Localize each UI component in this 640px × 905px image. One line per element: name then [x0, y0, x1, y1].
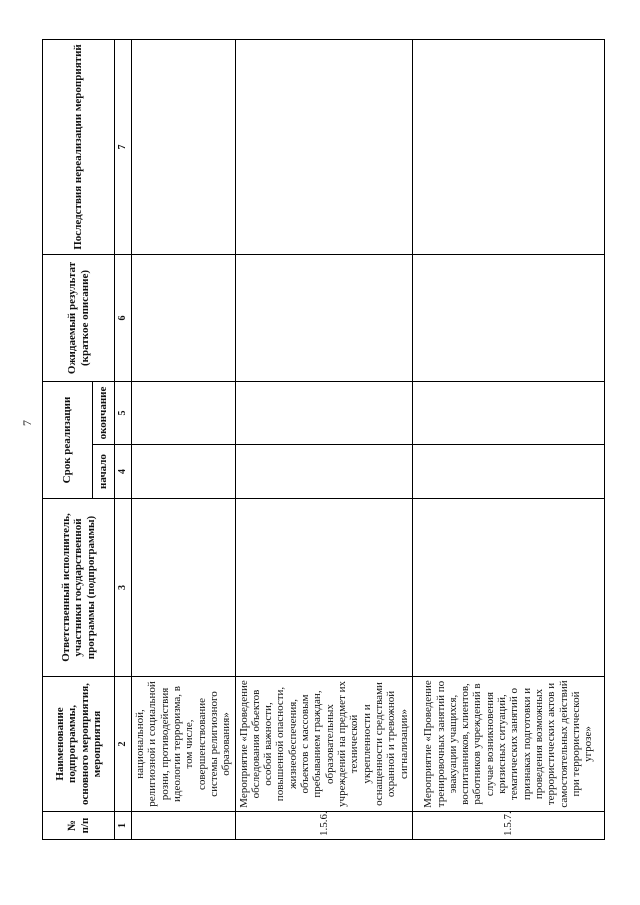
header-result: Ожидаемый результат (краткое описание) — [43, 254, 115, 381]
row-result — [132, 254, 236, 381]
row-end — [132, 381, 236, 444]
row-executor — [235, 499, 412, 677]
header-executor: Ответственный исполнитель, участники государственной программы (подпрограммы) — [43, 499, 115, 677]
row-num: 1.5.6. — [235, 812, 412, 840]
column-number: 5 — [115, 381, 132, 444]
column-number: 1 — [115, 812, 132, 840]
header-num: № п/п — [43, 812, 115, 840]
table-row — [412, 39, 604, 839]
row-name: Мероприятие «Проведение обследования объектов особой важности, повышенной опасности, жизнеобеспечения, объектов с массовым пребыванием граждан, образовательных учреждений на предмет их технической укрепленности и оснащенности средствами охранной и тревожной сигнализации» — [235, 677, 412, 812]
column-number: 7 — [115, 39, 132, 254]
column-number: 2 — [115, 677, 132, 812]
header-end: окончание — [93, 381, 115, 444]
row-result — [235, 254, 412, 381]
table-row — [235, 39, 412, 839]
row-consequences — [412, 39, 604, 254]
column-number-row — [115, 39, 132, 839]
row-name: национальной, религиозной и социальной розни, противодействия идеологии терроризма, в том числе, совершенствование системы религиозного образования» — [132, 677, 236, 812]
measures-table — [42, 39, 605, 840]
row-num: 1.5.7. — [412, 812, 604, 840]
row-end — [235, 381, 412, 444]
header-consequences: Последствия нереализации мероприятий — [43, 39, 115, 254]
row-consequences — [235, 39, 412, 254]
page-number: 7 — [20, 420, 34, 426]
column-number: 4 — [115, 445, 132, 499]
header-period: Срок реализации — [43, 381, 93, 498]
table-row — [132, 39, 236, 839]
row-consequences — [132, 39, 236, 254]
header-start: начало — [93, 445, 115, 499]
row-start — [132, 445, 236, 499]
row-result — [412, 254, 604, 381]
row-executor — [132, 499, 236, 677]
row-start — [235, 445, 412, 499]
header-name: Наименование подпрограммы, основного мероприятия, мероприятия — [43, 677, 115, 812]
row-name: Мероприятие «Проведение тренировочных занятий по эвакуации учащихся, воспитанников, клиентов, работников учреждений в случае возникновения кризисных ситуаций, тематических занятий о признаках подготовки и проведения возможных террористических актов и самостоятельных действий при террористической угрозе» — [412, 677, 604, 812]
rotated-table-container — [42, 40, 595, 840]
row-executor — [412, 499, 604, 677]
row-num — [132, 812, 236, 840]
column-number: 6 — [115, 254, 132, 381]
row-end — [412, 381, 604, 444]
row-start — [412, 445, 604, 499]
column-number: 3 — [115, 499, 132, 677]
